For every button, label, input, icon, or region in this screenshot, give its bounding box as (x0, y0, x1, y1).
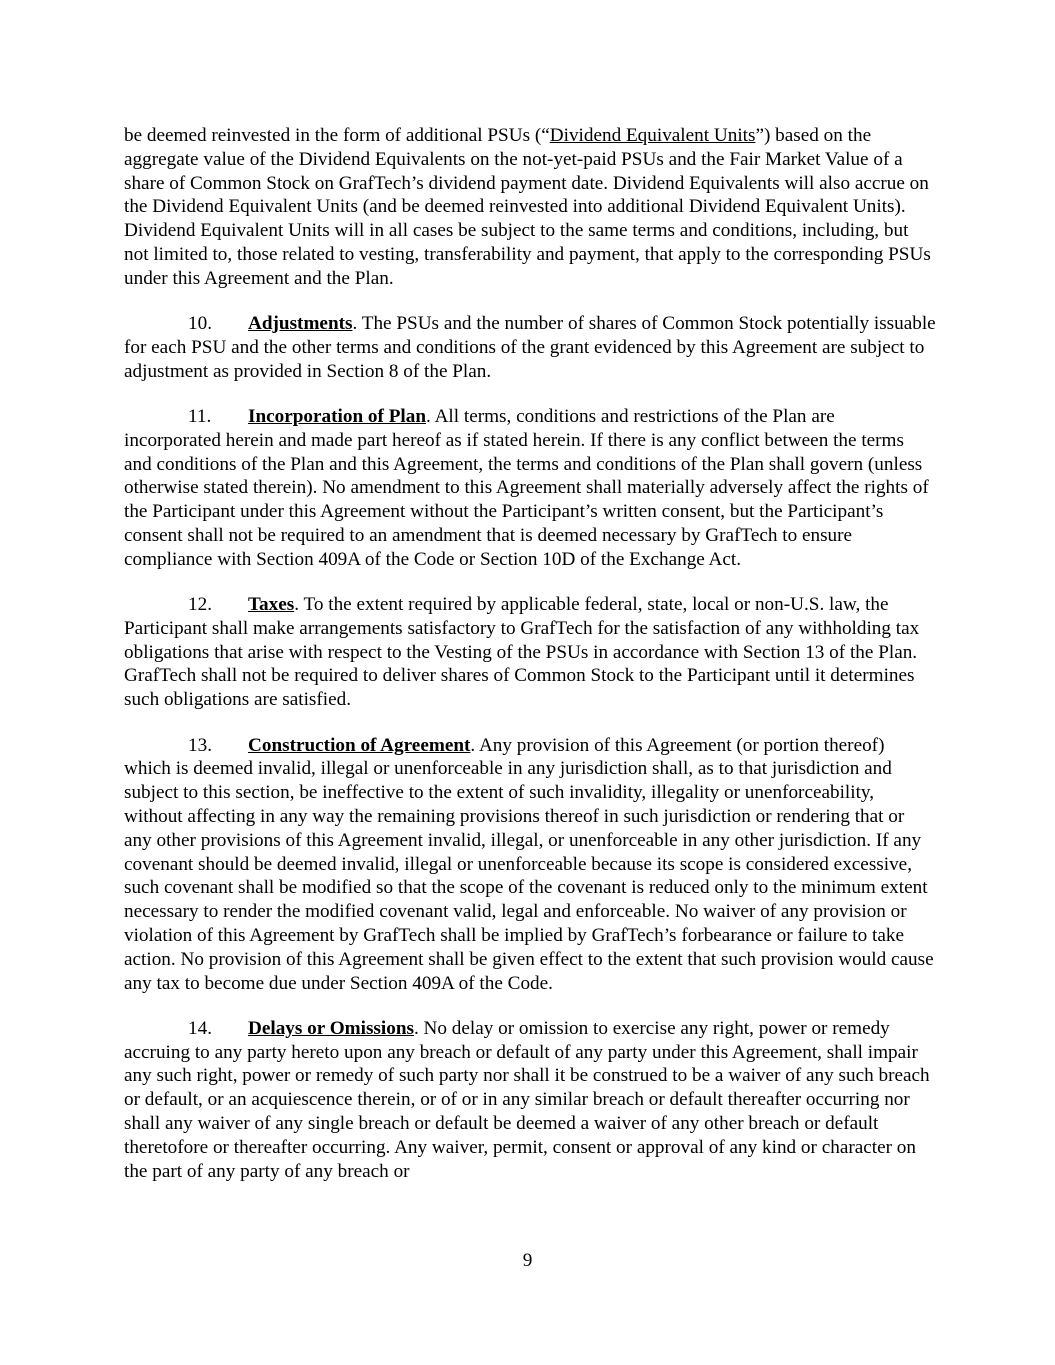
section-14-delays-or-omissions (124, 1017, 936, 1184)
section-12-taxes (124, 593, 936, 712)
section-10-adjustments (124, 312, 936, 383)
intro-text-before: be deemed reinvested in the form of additional PSUs (“ (124, 125, 550, 146)
section-heading: Delays or Omissions (248, 1017, 414, 1039)
section-number: 11. (188, 405, 212, 427)
section-heading: Taxes (248, 594, 295, 616)
section-number: 13. (188, 734, 212, 756)
section-number: 12. (188, 594, 212, 616)
section-body: . The PSUs and the number of shares of Common Stock potentially issuable for each PSU and the other terms and conditions of the grant evidenced by this Agreement are subject to adjustment as provided in Section 8 of the Plan. (124, 313, 936, 382)
section-11-incorporation-of-plan (124, 405, 936, 572)
section-body: . All terms, conditions and restrictions of the Plan are incorporated herein and made part hereof as if stated herein. If there is any conflict between the terms and conditions of the Plan and this Agreement, the terms and conditions of the Plan shall govern (unless otherwise stated therein). No amendment to this Agreement shall materially adversely affect the rights of the Participant under this Agreement without the Participant’s written consent, but the Participant’s consent shall not be required to an amendment that is deemed necessary by GrafTech to ensure compliance with Section 409A of the Code or Section 10D of the Exchange Act. (124, 405, 929, 570)
section-body: . Any provision of this Agreement (or portion thereof) which is deemed invalid, illegal or unenforceable in any jurisdiction shall, as to that jurisdiction and subject to this section, be ineffective to the extent of such invalidity, illegality or unenforceability, without affecting in any way the remaining provisions thereof in such jurisdiction or rendering that or any other provisions of this Agreement invalid, illegal, or unenforceable in any other jurisdiction. If any covenant should be deemed invalid, illegal or unenforceable because its scope is considered excessive, such covenant shall be modified so that the scope of the covenant is reduced only to the minimum extent necessary to render the modified covenant valid, legal and enforceable. No waiver of any provision or violation of this Agreement by GrafTech shall be implied by GrafTech’s forbearance or failure to take action. No provision of this Agreement shall be given effect to the extent that such provision would cause any tax to become due under Section 409A of the Code. (124, 734, 934, 994)
section-body: . No delay or omission to exercise any right, power or remedy accruing to any party hereto upon any breach or default of any party under this Agreement, shall impair any such right, power or remedy of such party nor shall it be construed to be a waiver of any such breach or default, or an acquiescence therein, or of or in any similar breach or default thereafter occurring nor shall any waiver of any single breach or default be deemed a waiver of any other breach or default theretofore or thereafter occurring. Any waiver, permit, consent or approval of any kind or character on the part of any party of any breach or (124, 1017, 930, 1182)
document-page (124, 124, 936, 1205)
section-number: 14. (188, 1017, 212, 1039)
page-number: 9 (522, 1250, 533, 1271)
section-heading: Adjustments (248, 313, 353, 335)
section-body: . To the extent required by applicable federal, state, local or non-U.S. law, the Participant shall make arrangements satisfactory to GrafTech for the satisfaction of any withholding tax obligations that arise with respect to the Vesting of the PSUs in accordance with Section 13 of the Plan. GrafTech shall not be required to deliver shares of Common Stock to the Participant until it determines such obligations are satisfied. (124, 594, 920, 711)
intro-text-after: ”) based on the aggregate value of the Dividend Equivalents on the not-yet-paid PSUs and the Fair Market Value of a share of Common Stock on GrafTech’s dividend payment date. Dividend Equivalents will also accrue on the Dividend Equivalent Units (and be deemed reinvested into additional Dividend Equivalent Units). Dividend Equivalent Units will in all cases be subject to the same terms and conditions, including, but not limited to, those related to vesting, transferability and payment, that apply to the corresponding PSUs under this Agreement and the Plan. (124, 125, 931, 289)
section-heading: Incorporation of Plan (248, 405, 427, 427)
defined-term-dividend-equivalent-units: Dividend Equivalent Units (549, 125, 756, 146)
intro-paragraph (124, 124, 936, 291)
section-heading: Construction of Agreement (248, 734, 471, 756)
section-13-construction-of-agreement (124, 734, 936, 996)
section-number: 10. (188, 313, 212, 335)
